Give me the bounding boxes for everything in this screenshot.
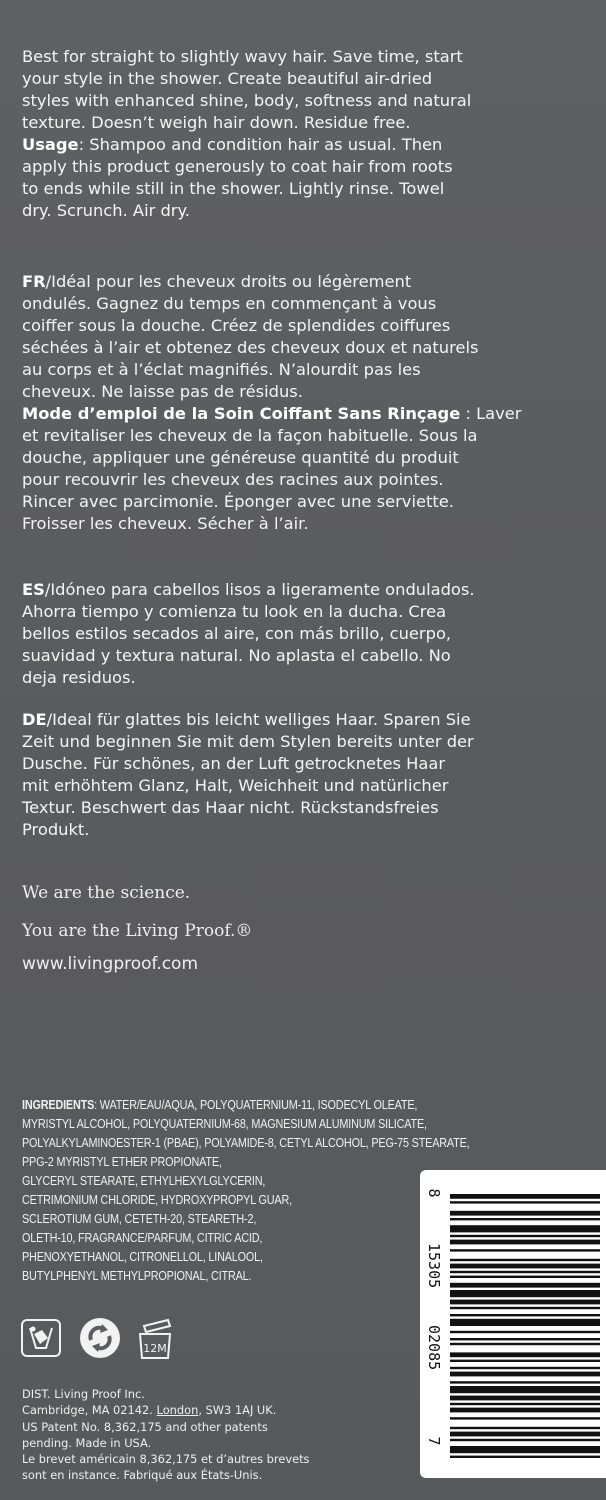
en-usage-text: : Shampoo and condition hair as usual. Then bbox=[78, 135, 443, 154]
fr-text: /Idéal pour les cheveux droits ou légèrement bbox=[45, 272, 412, 291]
de-line: Textur. Beschwert das Haar nicht. Rückstandsfreies bbox=[22, 798, 439, 817]
barcode-bar bbox=[450, 1331, 600, 1333]
recycle-icon bbox=[78, 1316, 122, 1360]
barcode-bar bbox=[450, 1235, 600, 1237]
barcode-bar bbox=[450, 1240, 600, 1245]
barcode-bar bbox=[450, 1259, 600, 1261]
en-usage-line bbox=[22, 134, 592, 156]
barcode-bar bbox=[450, 1403, 600, 1405]
spanish-description bbox=[22, 579, 592, 689]
barcode-bar bbox=[450, 1360, 600, 1362]
es-code: ES bbox=[22, 580, 45, 599]
es-line: Ahorra tiempo y comienza tu look en la ducha. Crea bbox=[22, 602, 447, 621]
en-line: texture. Doesn’t weigh hair down. Residue free. bbox=[22, 113, 411, 132]
en-line: Best for straight to slightly wavy hair. Save time, start bbox=[22, 47, 463, 66]
barcode-bar bbox=[450, 1290, 600, 1297]
ingredients-line: GLYCERYL STEARATE, ETHYLHEXYLGLYCERIN, bbox=[22, 1174, 266, 1188]
fr-usage-line: Froisser les cheveux. Sécher à l’air. bbox=[22, 514, 309, 533]
de-line: Zeit und beginnen Sie mit dem Stylen bereits unter der bbox=[22, 732, 474, 751]
barcode-digit-first: 8 bbox=[425, 1188, 443, 1198]
barcode-digit-last: 7 bbox=[425, 1436, 443, 1446]
en-line: your style in the shower. Create beautiful air-dried bbox=[22, 69, 433, 88]
ingredients-label: INGREDIENTS bbox=[22, 1098, 95, 1112]
german-description bbox=[22, 709, 592, 841]
de-code: DE bbox=[22, 710, 47, 729]
barcode-bar bbox=[450, 1352, 600, 1357]
barcode-bar bbox=[450, 1218, 600, 1220]
dist-line: DIST. Living Proof Inc. bbox=[22, 1387, 145, 1401]
barcode-bar bbox=[450, 1338, 600, 1340]
de-text: /Ideal für glattes bis leicht welliges Haar. Sparen Sie bbox=[46, 710, 471, 729]
barcode-bar bbox=[450, 1194, 600, 1199]
dist-line: Le brevet américain 8,362,175 et d’autres brevets bbox=[22, 1452, 310, 1467]
barcode-digits-group2: 02085 bbox=[425, 1325, 443, 1371]
fr-line bbox=[22, 271, 592, 293]
barcode-bar bbox=[450, 1427, 600, 1429]
de-line: Dusche. Für schönes, an der Luft getrocknetes Haar bbox=[22, 754, 446, 773]
ingredients-line: PPG-2 MYRISTYL ETHER PROPIONATE, bbox=[22, 1155, 222, 1169]
barcode-bar bbox=[450, 1396, 600, 1401]
barcode-bar bbox=[450, 1307, 600, 1309]
pao-label: 12M bbox=[143, 1342, 167, 1355]
barcode-digits-group1: 15305 bbox=[425, 1243, 443, 1289]
english-description bbox=[22, 46, 592, 222]
ingredients-line: MYRISTYL ALCOHOL, POLYQUATERNIUM-68, MAGNESIUM ALUMINUM SILICATE, bbox=[22, 1117, 427, 1131]
fr-usage-text: : Laver bbox=[460, 404, 522, 423]
barcode-bar bbox=[450, 1300, 600, 1305]
ingredients-line: OLETH-10, FRAGRANCE/PARFUM, CITRIC ACID, bbox=[22, 1231, 263, 1245]
fr-line: séchées à l’air et obtenez des cheveux doux et naturels bbox=[22, 338, 479, 357]
barcode-bar bbox=[450, 1439, 600, 1441]
barcode-bar bbox=[450, 1201, 600, 1203]
barcode-bar bbox=[450, 1446, 600, 1453]
barcode-bar bbox=[450, 1381, 600, 1383]
tagline-science: We are the science. bbox=[22, 883, 191, 903]
en-usage-line: to ends while still in the shower. Lightly rinse. Towel bbox=[22, 179, 445, 198]
fr-usage-line: Rincer avec parcimonie. Éponger avec une serviette. bbox=[22, 492, 454, 511]
dist-line: pending. Made in USA. bbox=[22, 1435, 152, 1450]
ingredients-line: SCLEROTIUM GUM, CETETH-20, STEARETH-2, bbox=[22, 1212, 257, 1226]
barcode-bar bbox=[450, 1408, 600, 1413]
es-text: /Idóneo para cabellos lisos a ligeramente ondulados. bbox=[44, 580, 475, 599]
barcode-bar bbox=[450, 1249, 600, 1251]
es-line: deja residuos. bbox=[22, 668, 136, 687]
barcode-bars bbox=[420, 1170, 606, 1478]
barcode-bar bbox=[450, 1386, 600, 1393]
packaging-symbols bbox=[20, 1316, 180, 1364]
es-line bbox=[22, 579, 592, 601]
website-url[interactable]: www.livingproof.com bbox=[22, 954, 199, 974]
fr-usage-line: pour recouvrir les cheveux des racines aux pointes. bbox=[22, 470, 444, 489]
barcode-bar bbox=[450, 1456, 600, 1458]
fr-line: cheveux. Ne laisse pas de résidus. bbox=[22, 382, 303, 401]
barcode-bar bbox=[450, 1367, 600, 1369]
es-line: suavidad y textura natural. No aplasta el cabello. No bbox=[22, 646, 451, 665]
dist-line: US Patent No. 8,362,175 and other patents bbox=[22, 1419, 268, 1434]
de-line: Produkt. bbox=[22, 820, 90, 839]
en-line: styles with enhanced shine, body, softness and natural bbox=[22, 91, 472, 110]
dist-line bbox=[22, 1402, 382, 1418]
barcode-bar bbox=[450, 1319, 600, 1326]
barcode-bar bbox=[450, 1343, 600, 1345]
dist-london: London bbox=[156, 1403, 199, 1418]
barcode-bar bbox=[450, 1417, 600, 1419]
tagline-living-proof: You are the Living Proof.® bbox=[22, 921, 253, 941]
barcode-bar bbox=[450, 1225, 600, 1232]
ingredients-line bbox=[22, 1096, 570, 1115]
hand-in-bin-icon bbox=[20, 1318, 62, 1358]
fr-code: FR bbox=[22, 272, 46, 291]
fr-line: au corps et à l’éclat magnifiés. N’alourdit pas les bbox=[22, 360, 421, 379]
open-jar-icon bbox=[134, 1316, 174, 1362]
en-usage-label: Usage bbox=[22, 135, 79, 154]
barcode-bar bbox=[450, 1211, 600, 1216]
en-usage-line: apply this product generously to coat hair from roots bbox=[22, 157, 453, 176]
ingredients-line: PHENOXYETHANOL, CITRONELLOL, LINALOOL, bbox=[22, 1250, 263, 1264]
dist-postcode: , SW3 1AJ UK. bbox=[198, 1403, 277, 1418]
distribution-info bbox=[22, 1386, 382, 1484]
en-usage-line: dry. Scrunch. Air dry. bbox=[22, 201, 190, 220]
ingredients-line: POLYALKYLAMINOESTER-1 (PBAE), POLYAMIDE-8, CETYL ALCOHOL, PEG-75 STEARATE, bbox=[22, 1136, 470, 1150]
fr-usage-line: et revitaliser les cheveux de la façon habituelle. Sous la bbox=[22, 426, 478, 445]
de-line: mit erhöhtem Glanz, Halt, Weichheit und natürlicher bbox=[22, 776, 449, 795]
fr-line: coiffer sous la douche. Créez de splendides coiffures bbox=[22, 316, 451, 335]
barcode-panel bbox=[420, 1170, 606, 1478]
barcode-bar bbox=[450, 1264, 600, 1269]
barcode-bar bbox=[450, 1283, 600, 1288]
fr-usage-line: douche, appliquer une généreuse quantité du produit bbox=[22, 448, 459, 467]
french-description bbox=[22, 271, 592, 535]
dist-line: sont en instance. Fabriqué aux États-Unis. bbox=[22, 1468, 263, 1483]
ingredients-line: CETRIMONIUM CHLORIDE, HYDROXYPROPYL GUAR, bbox=[22, 1193, 292, 1207]
fr-usage-label: Mode d’emploi de la Soin Coiffant Sans Rinçage bbox=[22, 404, 461, 423]
barcode-bar bbox=[450, 1314, 600, 1316]
es-line: bellos estilos secados al aire, con más brillo, cuerpo, bbox=[22, 624, 452, 643]
barcode-bar bbox=[450, 1276, 600, 1278]
fr-line: ondulés. Gagnez du temps en commençant à vous bbox=[22, 294, 437, 313]
barcode-bar bbox=[450, 1432, 600, 1437]
ingredients-line: BUTYLPHENYL METHYLPROPIONAL, CITRAL. bbox=[22, 1269, 252, 1283]
barcode-bar bbox=[450, 1271, 600, 1273]
barcode-bar bbox=[450, 1372, 600, 1377]
fr-usage-line bbox=[22, 403, 592, 425]
de-line bbox=[22, 709, 592, 731]
ingredients-text: : WATER/EAU/AQUA, POLYQUATERNIUM-11, ISODECYL OLEATE, bbox=[94, 1098, 418, 1112]
dist-city: Cambridge, MA 02142. bbox=[22, 1403, 157, 1418]
